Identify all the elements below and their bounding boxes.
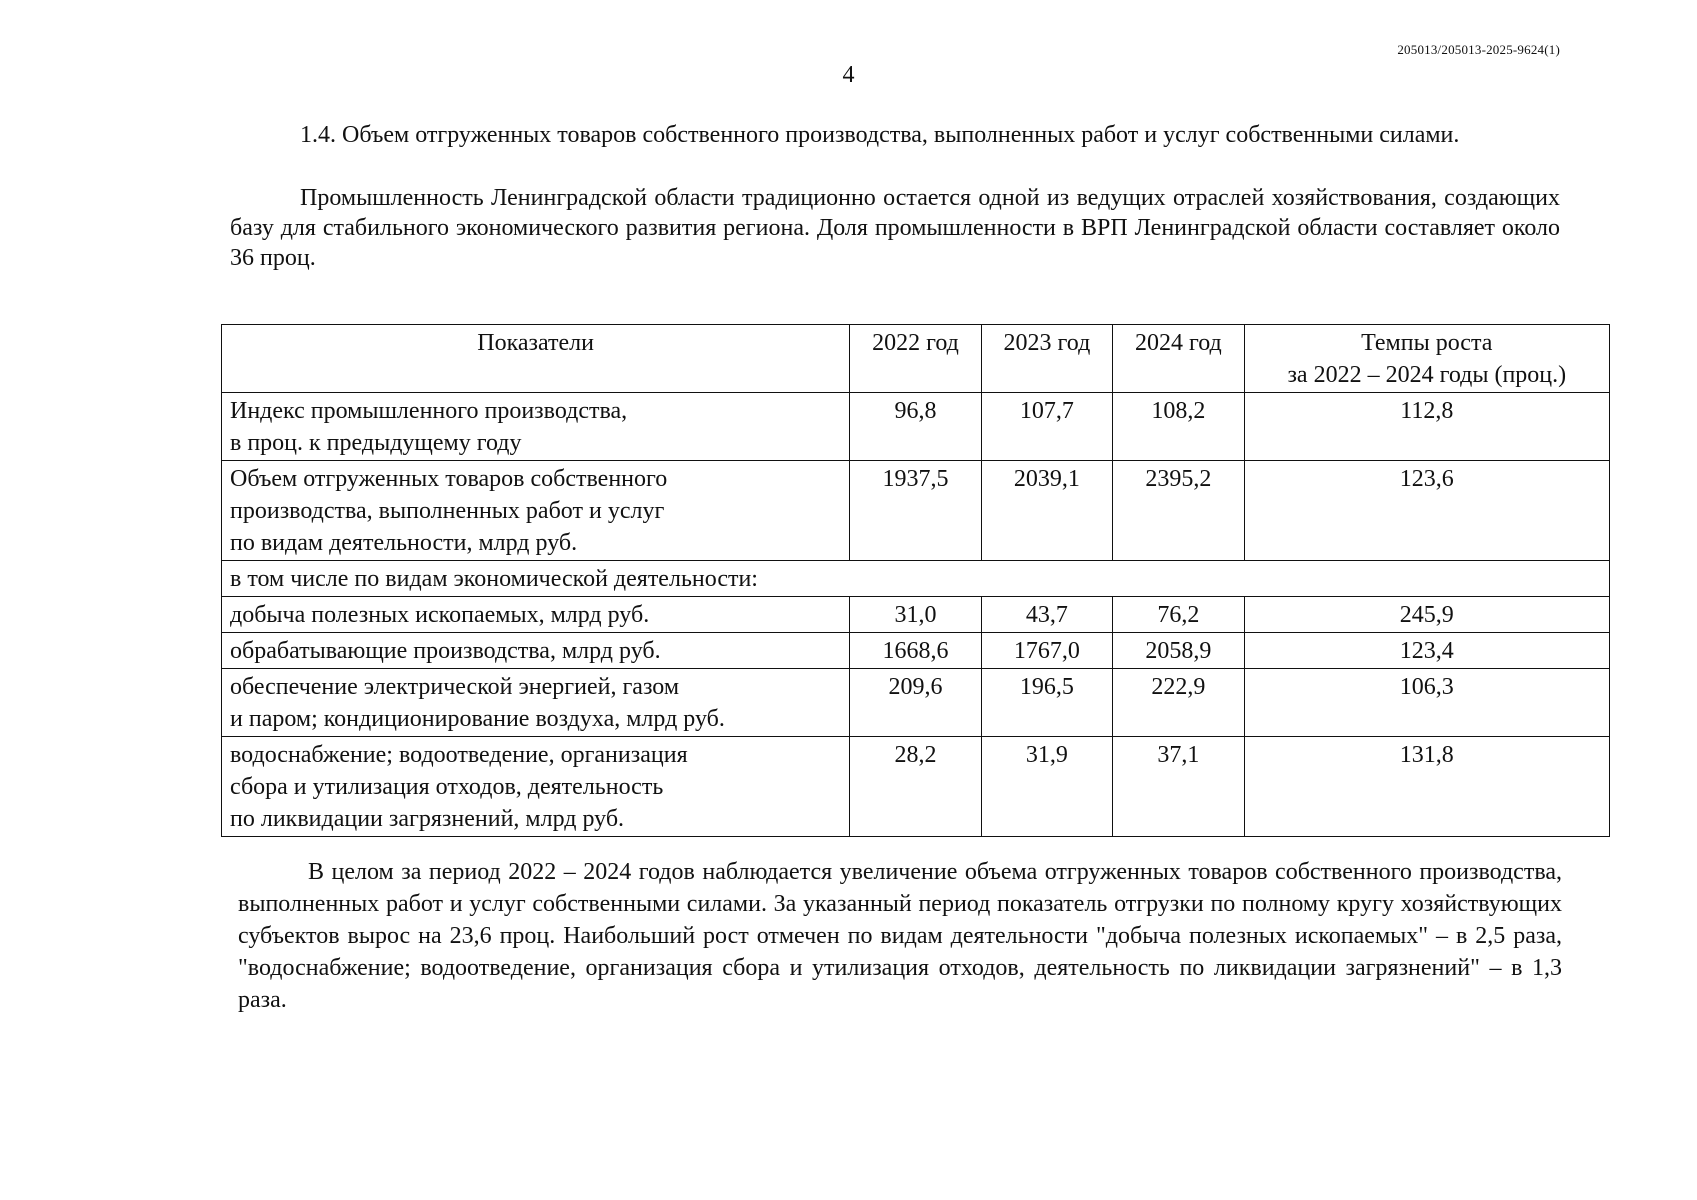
header-growth-rate — [1244, 325, 1609, 393]
table-row — [222, 669, 1610, 737]
intro-paragraph: Промышленность Ленинградской области традиционно остается одной из ведущих отраслей хозяйствования, создающих базу для стабильного экономического развития региона. Доля промышленности в ВРП Ленинградской области составляет около 36 проц. — [230, 185, 1560, 271]
header-2023: 2023 год — [981, 325, 1112, 393]
header-growth-line-2: за 2022 – 2024 годы (проц.) — [1287, 362, 1567, 388]
cell-2024: 2395,2 — [1113, 461, 1244, 561]
industry-data-table — [221, 324, 1610, 837]
row-label-line: Индекс промышленного производства, — [230, 398, 628, 424]
cell-2024: 108,2 — [1113, 393, 1244, 461]
cell-2023: 2039,1 — [981, 461, 1112, 561]
row-label — [222, 461, 850, 561]
cell-2022: 1668,6 — [850, 633, 981, 669]
section-heading: 1.4. Объем отгруженных товаров собственного производства, выполненных работ и услуг собственными силами. — [300, 122, 1460, 148]
header-2022: 2022 год — [850, 325, 981, 393]
section-label: в том числе по видам экономической деятельности: — [222, 561, 1610, 597]
cell-2022: 1937,5 — [850, 461, 981, 561]
cell-2023: 43,7 — [981, 597, 1112, 633]
row-label-line: добыча полезных ископаемых, млрд руб. — [230, 602, 650, 628]
header-2024: 2024 год — [1113, 325, 1244, 393]
cell-2023: 1767,0 — [981, 633, 1112, 669]
table-section-row — [222, 561, 1610, 597]
row-label — [222, 597, 850, 633]
table-row — [222, 393, 1610, 461]
cell-2022: 209,6 — [850, 669, 981, 737]
cell-growth: 245,9 — [1244, 597, 1609, 633]
table-row — [222, 633, 1610, 669]
row-label-line: водоснабжение; водоотведение, организация — [230, 742, 688, 768]
row-label-line: Объем отгруженных товаров собственного — [230, 466, 668, 492]
row-label-line: обрабатывающие производства, млрд руб. — [230, 638, 661, 664]
table-row — [222, 461, 1610, 561]
row-label — [222, 633, 850, 669]
conclusion-paragraph: В целом за период 2022 – 2024 годов наблюдается увеличение объема отгруженных товаров собственного производства, выполненных работ и услуг собственными силами. За указанный период показатель отгрузки по полному кругу хозяйствующих субъектов вырос на 23,6 проц. Наибольший рост отмечен по видам деятельности "добыча полезных ископаемых" – в 2,5 раза, "водоснабжение; водоотведение, организация сбора и утилизация отходов, деятельность по ликвидации загрязнений" – в 1,3 раза. — [238, 859, 1562, 1013]
table-header-row — [222, 325, 1610, 393]
page-number: 4 — [842, 62, 855, 88]
row-label — [222, 393, 850, 461]
row-label-line: по ликвидации загрязнений, млрд руб. — [230, 806, 625, 832]
row-label-line: в проц. к предыдущему году — [230, 430, 522, 456]
row-label-line: по видам деятельности, млрд руб. — [230, 530, 578, 556]
header-growth-line-1: Темпы роста — [1361, 330, 1493, 356]
row-label — [222, 669, 850, 737]
cell-2022: 31,0 — [850, 597, 981, 633]
cell-2023: 107,7 — [981, 393, 1112, 461]
document-code: 205013/205013-2025-9624(1) — [1397, 42, 1560, 57]
cell-2024: 37,1 — [1113, 737, 1244, 837]
cell-2024: 222,9 — [1113, 669, 1244, 737]
cell-2024: 76,2 — [1113, 597, 1244, 633]
table-row — [222, 737, 1610, 837]
cell-2023: 31,9 — [981, 737, 1112, 837]
cell-2022: 96,8 — [850, 393, 981, 461]
header-indicator: Показатели — [222, 325, 850, 393]
cell-2024: 2058,9 — [1113, 633, 1244, 669]
row-label-line: сбора и утилизация отходов, деятельность — [230, 774, 664, 800]
row-label-line: обеспечение электрической энергией, газом — [230, 674, 680, 700]
cell-growth: 131,8 — [1244, 737, 1609, 837]
cell-growth: 112,8 — [1244, 393, 1609, 461]
cell-2022: 28,2 — [850, 737, 981, 837]
cell-growth: 123,4 — [1244, 633, 1609, 669]
row-label — [222, 737, 850, 837]
row-label-line: и паром; кондиционирование воздуха, млрд руб. — [230, 706, 725, 732]
table-row — [222, 597, 1610, 633]
cell-growth: 123,6 — [1244, 461, 1609, 561]
row-label-line: производства, выполненных работ и услуг — [230, 498, 665, 524]
cell-2023: 196,5 — [981, 669, 1112, 737]
cell-growth: 106,3 — [1244, 669, 1609, 737]
